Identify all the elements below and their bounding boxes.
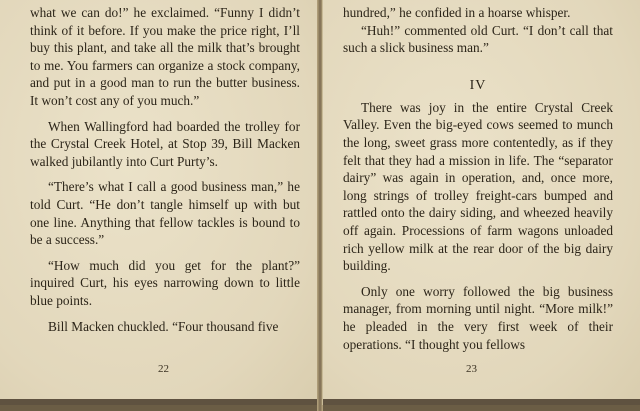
paragraph: “There’s what I call a good business man,” he told Curt. “He don’t tangle himself up with but one line. Anything that fellow tackles is bound to be a success.”: [30, 179, 300, 248]
page-number: 22: [158, 363, 169, 375]
paragraph: hundred,” he confided in a hoarse whisper.: [343, 5, 571, 20]
right-page: [322, 0, 640, 405]
page-edge-shadow: [0, 399, 318, 405]
right-page-text: [343, 4, 613, 353]
paragraph: “Huh!” commented old Curt. “I don’t call that such a slick business man.”: [343, 22, 613, 56]
left-page: [0, 0, 319, 405]
left-page-text: [30, 4, 300, 335]
paragraph: There was joy in the entire Crystal Creek Valley. Even the big-eyed cows seemed to munch the long, sweet grass more contentedly, as if they felt that they had a mission in life. The “separator dairy” was again in operation, and, once more, long strings of trolley freight-cars bumped and rattled onto the dairy siding, and wheezed heavily off again. Processions of farm wagons unloaded rich yellow milk at the rear door of the big dairy building.: [343, 99, 613, 274]
page-number: 23: [466, 363, 477, 375]
chapter-heading: IV: [469, 77, 487, 93]
paragraph: When Wallingford had boarded the trolley for the Crystal Creek Hotel, at Stop 39, Bill Macken walked jubilantly into Curt Purty’s.: [30, 118, 300, 169]
paragraph: Bill Macken chuckled. “Four thousand five: [48, 318, 279, 334]
paragraph: what we can do!” he exclaimed. “Funny I didn’t think of it before. If you make the price right, I’ll buy this plant, and take all the milk that’s brought to me. You farmers can organize a stock company, and put in a good man to run the butter business. It won’t cost any of you much.”: [30, 5, 300, 108]
page-edge-shadow: [323, 399, 640, 405]
paragraph: “How much did you get for the plant?” inquired Curt, his eyes narrowing down to little blue points.: [30, 257, 300, 308]
paragraph: Only one worry followed the big business manager, from morning until night. “More milk!” he pleaded in the very first week of their operations. “I thought you fellows: [343, 283, 613, 352]
